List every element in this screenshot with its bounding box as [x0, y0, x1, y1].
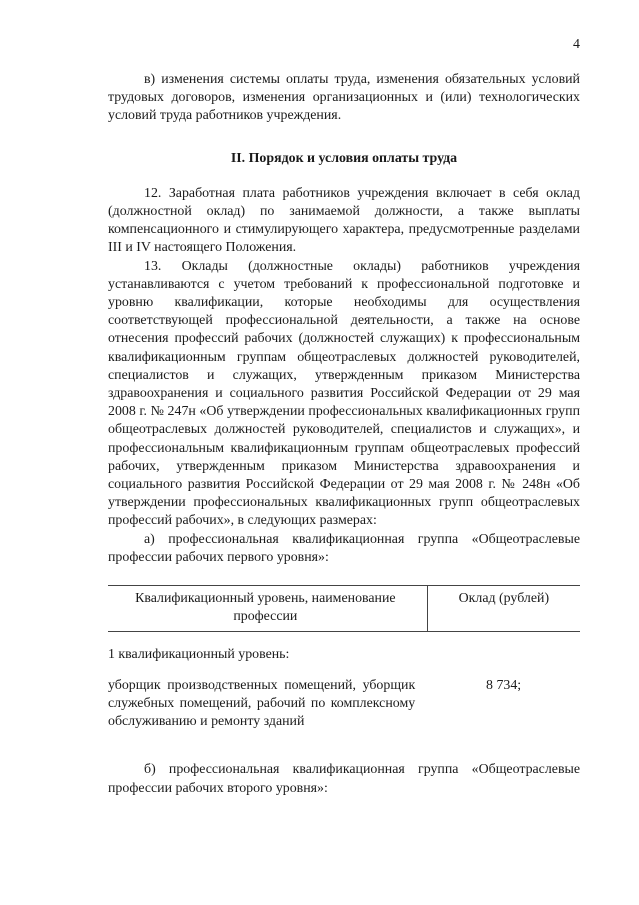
salary-value: 8 734; [486, 677, 522, 693]
paragraph-12: 12. Заработная плата работников учреждения включает в себя оклад (должностной оклад) по занимаемой должности, а также выплаты компенсационного и стимулирующего характера, предусмотренные разделами III и IV настоящего Положения. [108, 185, 580, 256]
salary-table [108, 585, 580, 731]
document-body [108, 71, 580, 798]
paragraph-a: а) профессиональная квалификационная группа «Общеотраслевые профессии рабочих первого уровня»: [108, 531, 580, 565]
qualification-level-1: 1 квалификационный уровень: [108, 647, 290, 663]
table-header-salary: Оклад (рублей) [427, 586, 580, 632]
table-header-row [108, 586, 580, 632]
table-row [108, 677, 580, 732]
paragraph-b: б) профессиональная квалификационная группа «Общеотраслевые профессии рабочих второго уровня»: [108, 762, 580, 796]
section-heading: II. Порядок и условия оплаты труда [230, 150, 458, 166]
paragraph-13: 13. Оклады (должностные оклады) работников учреждения устанавливаются с учетом требований к профессиональной подготовке и уровню квалификации, которые необходимы для осуществления соответствующей профессиональной деятельности, а также на основе отнесения профессий рабочих (должностей служащих) к профессиональным квалификационным группам общеотраслевых должностей руководителей, специалистов и служащих, утвержденным приказом Министерства здравоохранения и социального развития Российской Федерации от 29 мая 2008 г. № 247н «Об утверждении профессиональных квалификационных групп общеотраслевых должностей руководителей, специалистов и служащих», и профессиональным квалификационным группам общеотраслевых профессий рабочих, утвержденным приказом Министерства здравоохранения и социального развития Российской Федерации от 29 мая 2008 г. № 248н «Об утверждении профессиональных квалификационных групп общеотраслевых профессий рабочих», в следующих размерах: [108, 258, 580, 529]
page-number: 4 [573, 37, 580, 52]
profession-list: уборщик производственных помещений, уборщик служебных помещений, рабочий по комплексному обслуживанию и ремонту зданий [108, 677, 416, 730]
table-header-level-profession: Квалификационный уровень, наименование профессии [108, 586, 427, 632]
table-level-row [108, 632, 580, 677]
paragraph-v: в) изменения системы оплаты труда, изменения обязательных условий трудовых договоров, изменения организационных и (или) технологических условий труда работников учреждения. [108, 72, 580, 124]
